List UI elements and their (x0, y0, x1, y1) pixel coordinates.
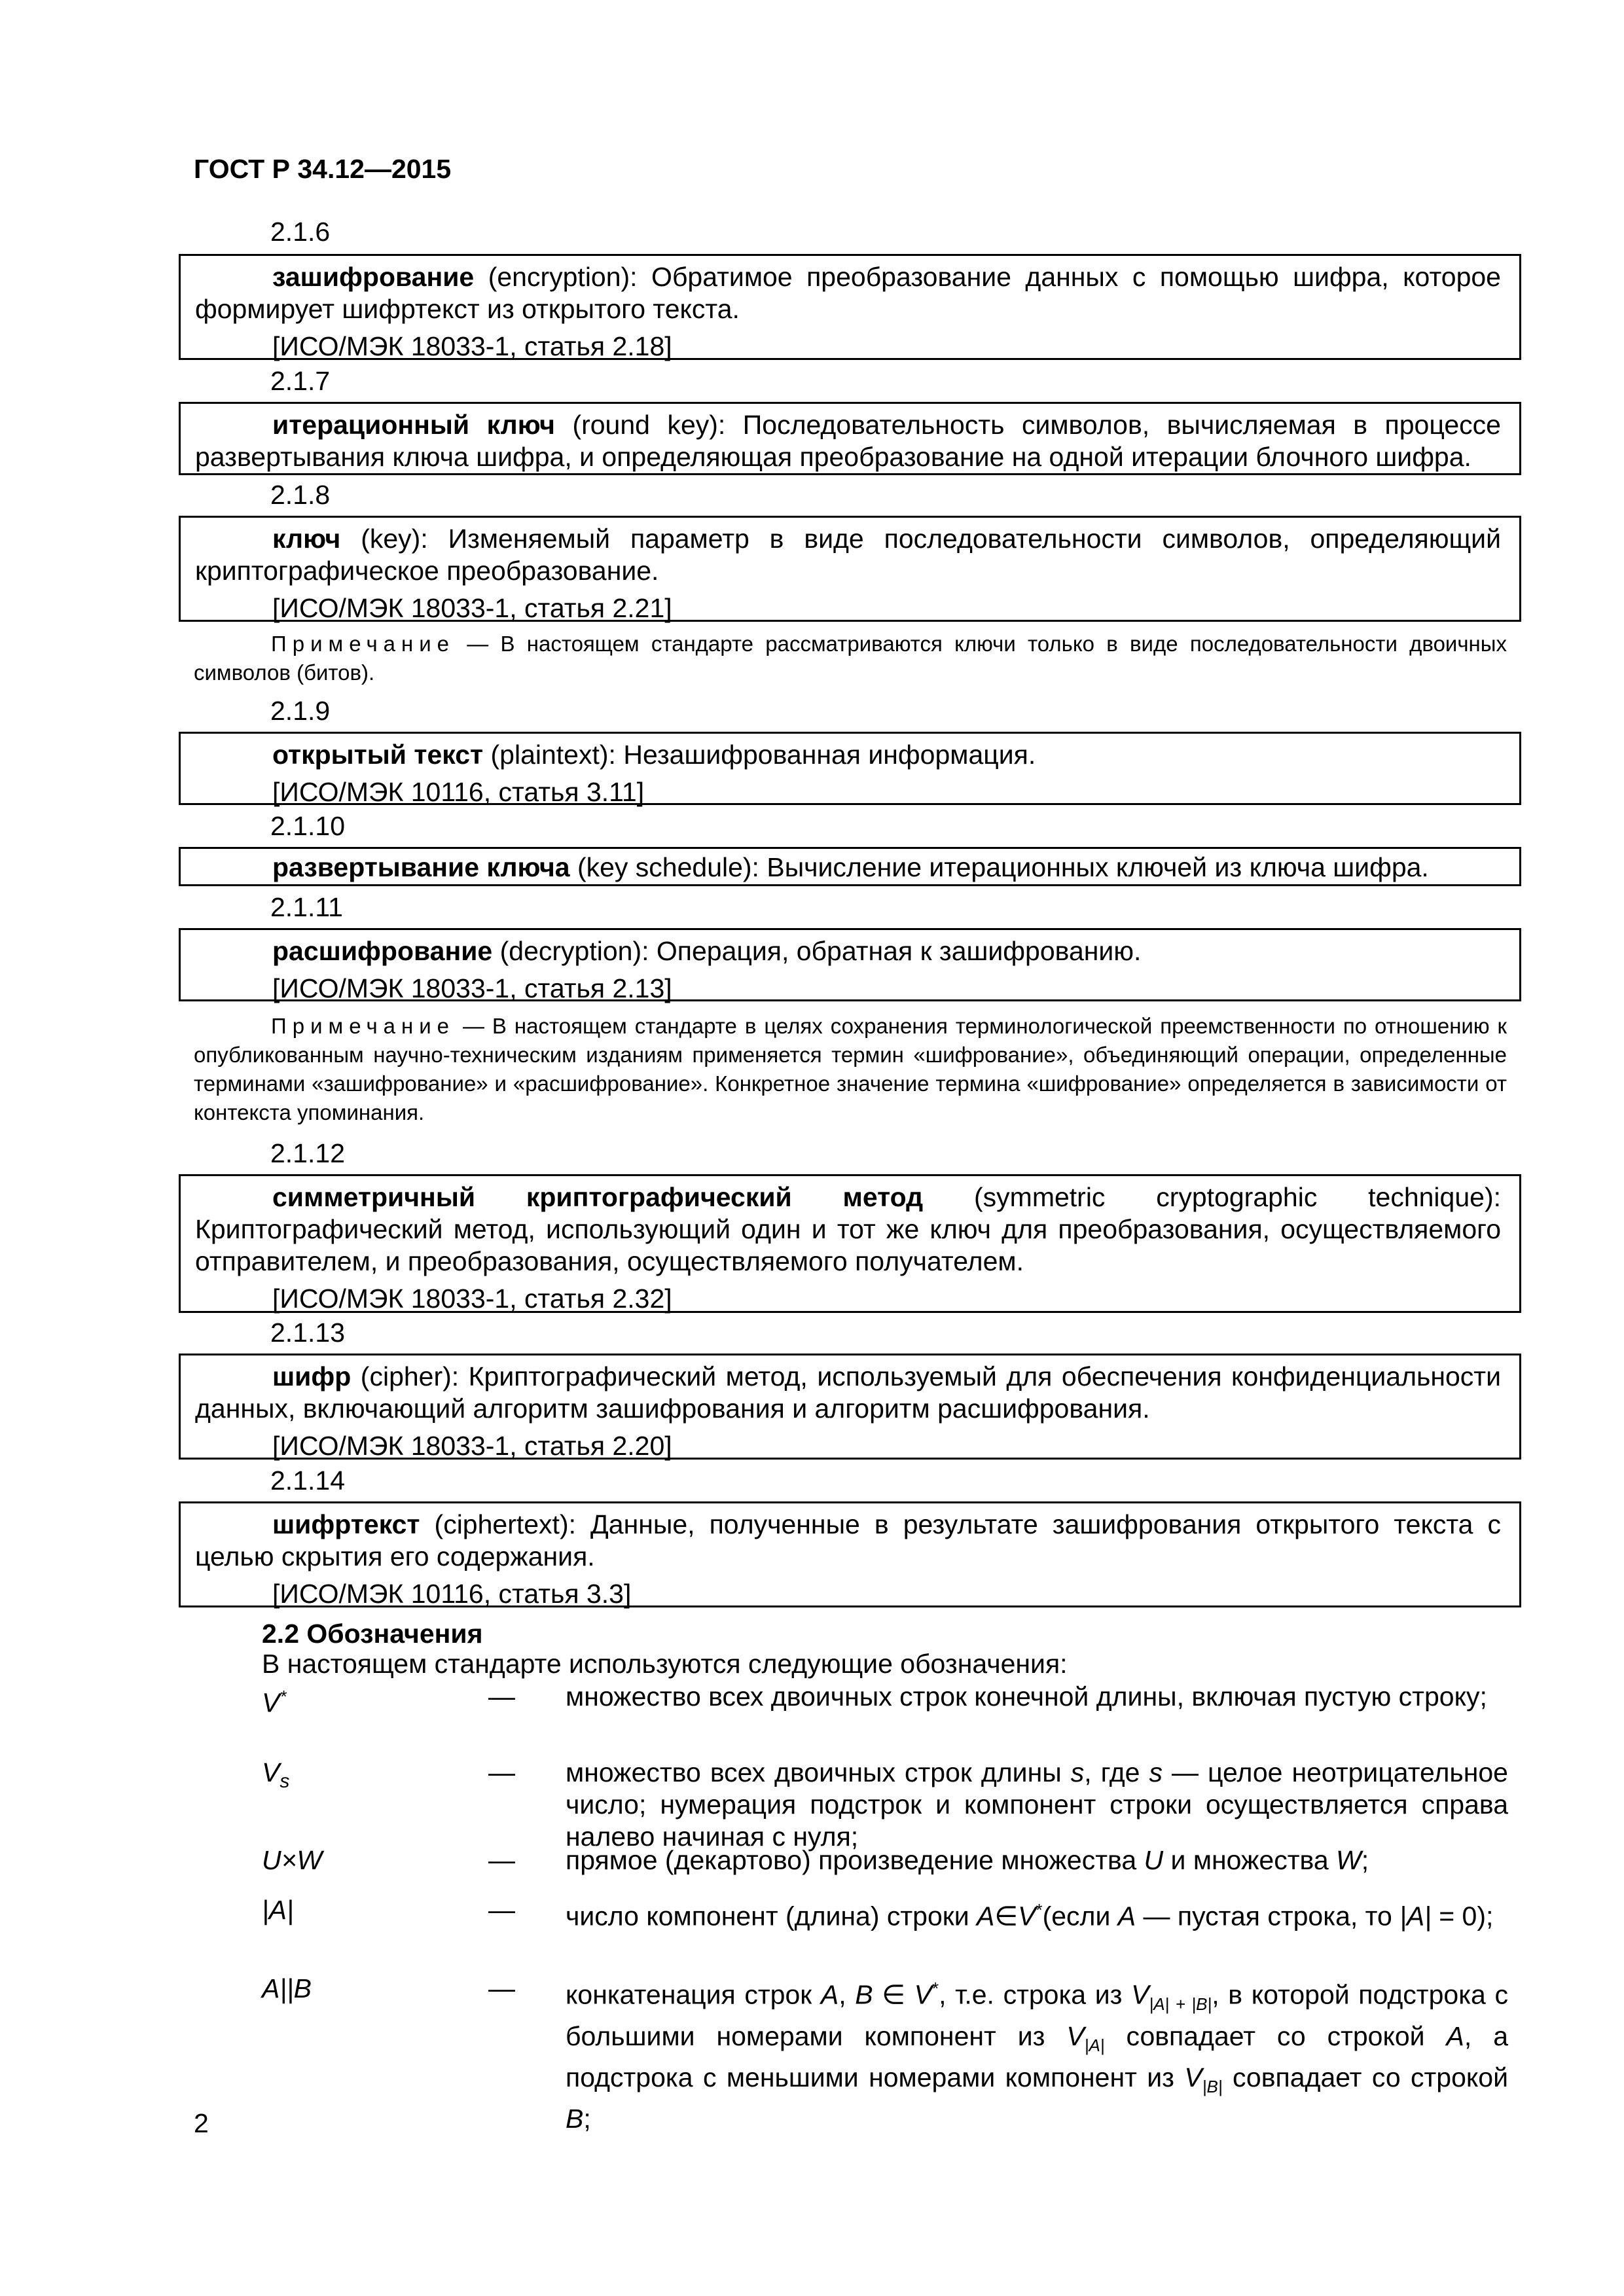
term-en: (ciphertext): (420, 1509, 576, 1539)
entry-number: 2.1.14 (270, 1465, 345, 1496)
definition-text: Последовательность символов, вычисляемая в процессе развертывания ключа шифра, и определяющая преобразование на одной итерации блочного шифра. (195, 410, 1501, 472)
section-title: 2.2 Обозначения (262, 1619, 483, 1649)
note-label: Примечание (271, 632, 456, 656)
entry-number: 2.1.12 (270, 1138, 345, 1168)
symbol: $V_s$ (262, 1757, 290, 1793)
source-ref: [ИСО/МЭК 18033-1, статья 2.18] (272, 331, 672, 361)
symbol: V* (262, 1687, 287, 1718)
symbol: U×W (262, 1845, 323, 1875)
definition-box (179, 1174, 1521, 1313)
entry-number: 2.1.11 (270, 892, 343, 922)
source-ref: [ИСО/МЭК 18033-1, статья 2.13] (272, 973, 672, 1003)
symbol-description: прямое (декартово) произведение множества U и множества W; (566, 1845, 1369, 1875)
document-header: ГОСТ Р 34.12—2015 (194, 154, 452, 184)
term: симметричный криптографический метод (272, 1182, 924, 1212)
definition-box (179, 847, 1521, 886)
entry-number: 2.1.9 (270, 696, 331, 726)
definition-box (179, 1354, 1521, 1460)
source-ref: [ИСО/МЭК 18033-1, статья 2.20] (272, 1431, 672, 1461)
page-number: 2 (194, 2108, 209, 2138)
entry-number: 2.1.8 (270, 480, 331, 510)
definition-box (179, 928, 1521, 1001)
term-en: (key): (340, 524, 428, 554)
term-en: (cipher): (351, 1361, 460, 1391)
dash: — (488, 1973, 515, 2003)
dash: — (488, 1895, 515, 1925)
entry-number: 2.1.13 (270, 1318, 345, 1348)
term-en: (key schedule): (569, 852, 759, 882)
symbol-description: конкатенация строк A, B ∈ V*, т.е. строка из $V_{|A| + |B|}$, в которой подстрока с большими номерами компонент из $V_{|A|}$ совпадает со строкой A, а подстрока с меньшими номерами компонент из $V_{|B|}$ совпадает со строкой B; (566, 1979, 1508, 2134)
definition-text: Обратимое преобразование данных с помощью шифра, которое формирует шифртекст из открытого текста. (195, 262, 1501, 324)
definition-box (179, 732, 1521, 805)
symbol-description: множество всех двоичных строк длины s, где s — целое неотрицательное число; нумерация подстрок и компонент строки осуществляется справа налево начиная с нуля; (566, 1757, 1508, 1852)
entry-number: 2.1.6 (270, 217, 331, 247)
term: зашифрование (272, 262, 475, 292)
definition-text: Криптографический метод, используемый для обеспечения конфиденциальности данных, включающий алгоритм зашифрования и алгоритм расшифрования. (195, 1361, 1501, 1424)
note-text: — В настоящем стандарте рассматриваются ключи только в виде последовательности двоичных символов (битов). (194, 632, 1507, 685)
definition-text: Криптографический метод, использующий один и тот же ключ для преобразования, осуществляемого отправителем, и преобразования, осуществляемого получателем. (195, 1214, 1501, 1276)
term-en: (encryption): (474, 262, 638, 292)
term: шифр (272, 1361, 352, 1391)
definition-box (179, 516, 1521, 622)
note (194, 1012, 1507, 1127)
dash: — (488, 1757, 515, 1787)
definition-box (179, 1501, 1521, 1607)
symbol: |A| (262, 1895, 294, 1925)
term: открытый текст (272, 740, 484, 770)
source-ref: [ИСО/МЭК 10116, статья 3.3] (272, 1579, 632, 1609)
term: итерационный ключ (272, 410, 555, 440)
dash: — (488, 1845, 515, 1875)
entry-number: 2.1.10 (270, 811, 345, 841)
source-ref: [ИСО/МЭК 18033-1, статья 2.32] (272, 1283, 672, 1314)
term: развертывание ключа (272, 852, 570, 882)
symbol: A||B (262, 1973, 312, 2003)
definition-text: Незашифрованная информация. (615, 740, 1036, 770)
term: расшифрование (272, 936, 493, 966)
dash: — (488, 1681, 515, 1712)
term-en: (plaintext): (483, 740, 616, 770)
symbol-description: число компонент (длина) строки A∈V*(если A — пустая строка, то |A| = 0); (566, 1900, 1494, 1931)
symbol-description: множество всех двоичных строк конечной длины, включая пустую строку; (566, 1681, 1487, 1712)
term-en: (round key): (554, 410, 726, 440)
term: ключ (272, 524, 341, 554)
term-en: (symmetric cryptographic technique): (923, 1182, 1501, 1212)
note-label: Примечание (271, 1014, 456, 1038)
entry-number: 2.1.7 (270, 366, 331, 396)
definition-box (179, 402, 1521, 475)
section-intro: В настоящем стандарте используются следующие обозначения: (262, 1649, 1068, 1679)
definition-text: Вычисление итерационных ключей из ключа шифра. (759, 852, 1429, 882)
note (194, 630, 1507, 687)
definition-text: Изменяемый параметр в виде последовательности символов, определяющий криптографическое преобразование. (195, 524, 1501, 586)
source-ref: [ИСО/МЭК 18033-1, статья 2.21] (272, 593, 672, 623)
definition-box (179, 254, 1521, 360)
definition-text: Данные, полученные в результате зашифрования открытого текста с целью скрытия его содержания. (195, 1509, 1502, 1571)
source-ref: [ИСО/МЭК 10116, статья 3.11] (272, 777, 645, 807)
definition-text: Операция, обратная к зашифрованию. (649, 936, 1142, 966)
term: шифртекст (272, 1509, 420, 1539)
term-en: (decryption): (492, 936, 649, 966)
note-text: — В настоящем стандарте в целях сохранения терминологической преемственности по отношению к опубликованным научно-техническим изданиям применяется термин «шифрование», объединяющий операции, определенные терминами «зашифрование» и «расшифрование». Конкретное значение термина «шифрование» определяется в зависимости от контекста упоминания. (194, 1014, 1507, 1124)
